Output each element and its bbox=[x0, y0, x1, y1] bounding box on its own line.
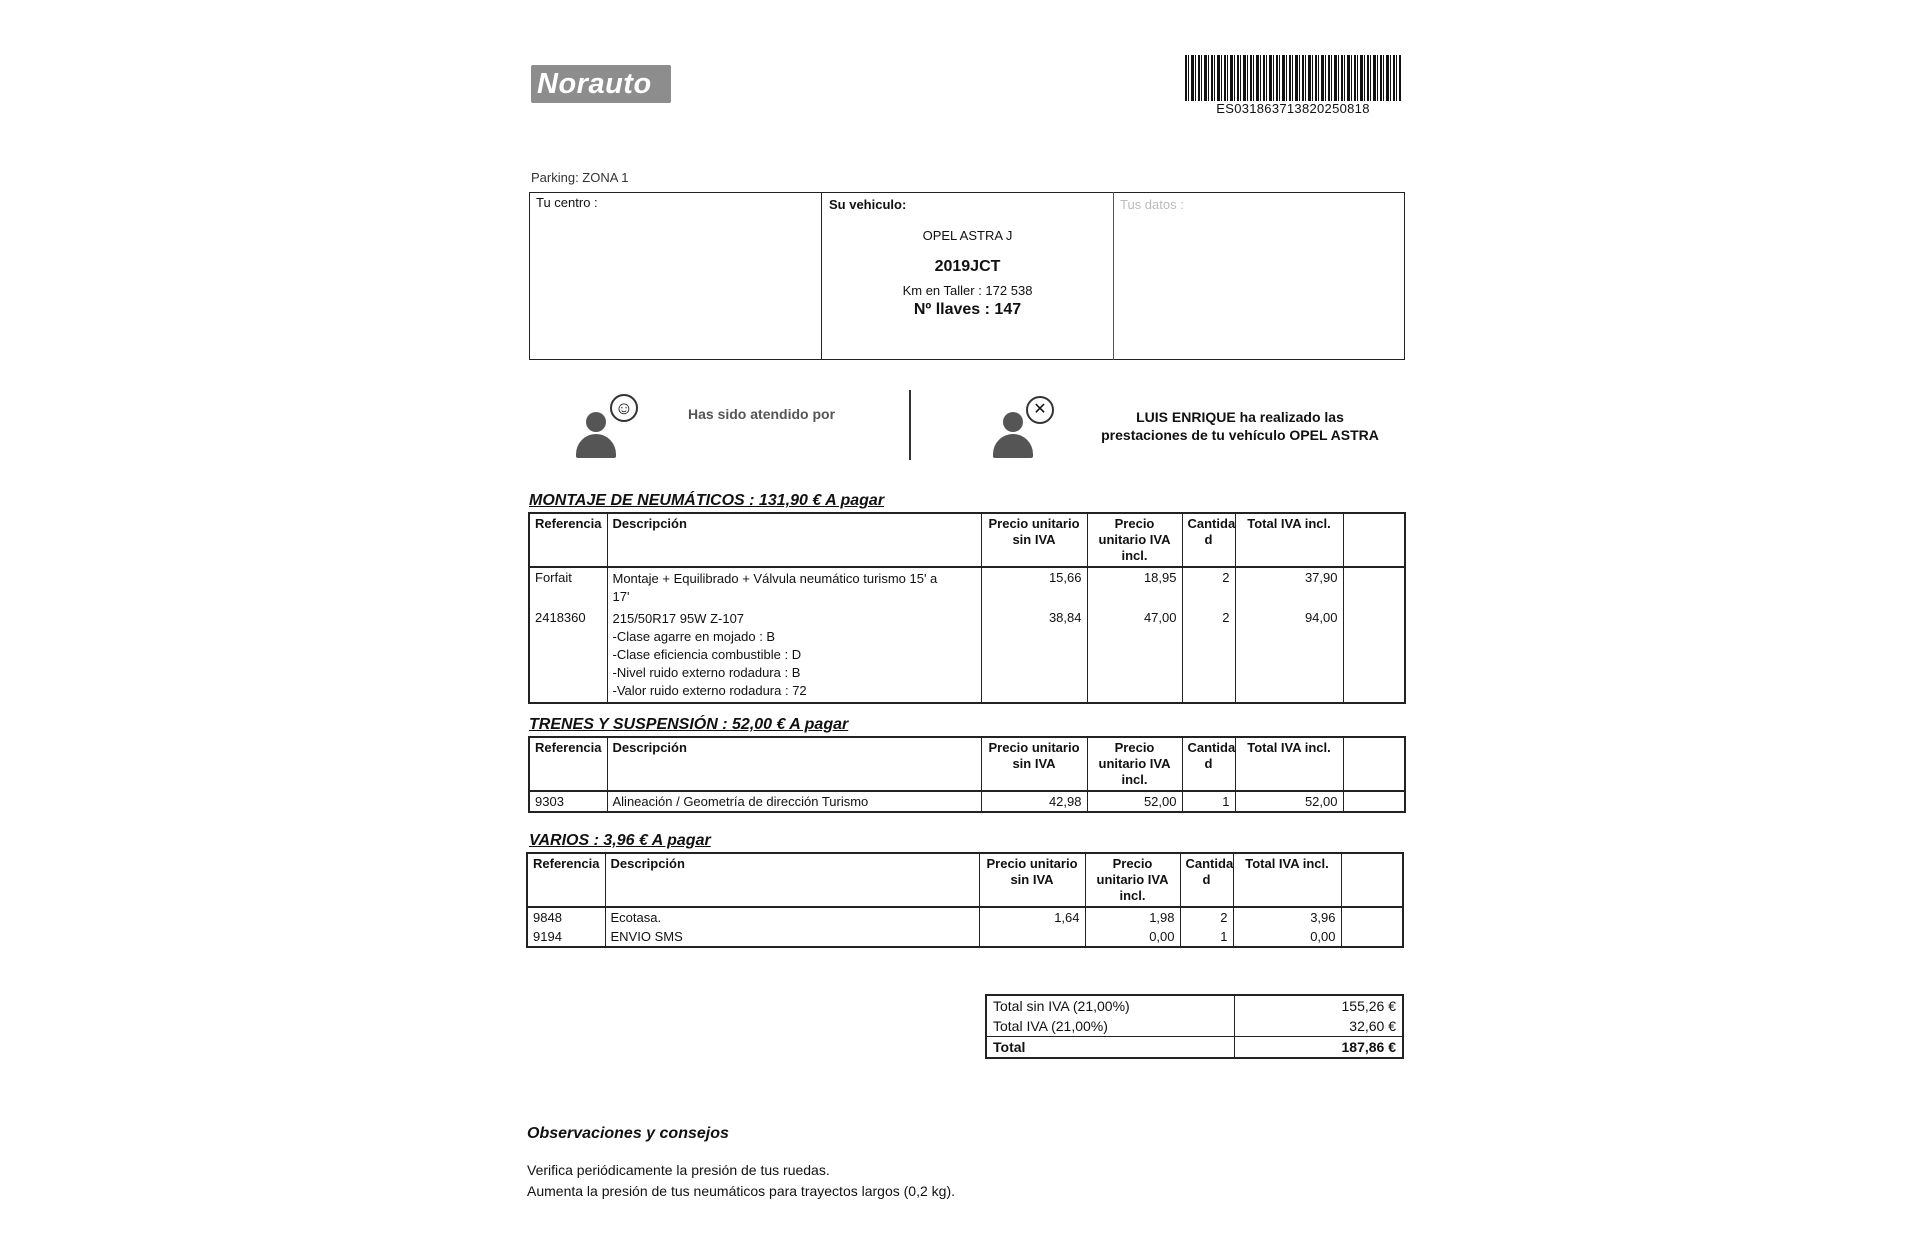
col-header-pu-incl: Precio unitario IVA incl. bbox=[1087, 513, 1182, 567]
total-value: 155,26 € bbox=[1341, 998, 1396, 1014]
cell-ref: Forfait bbox=[529, 567, 607, 608]
cell-total: 3,96 bbox=[1233, 907, 1341, 927]
mechanic-line: LUIS ENRIQUE ha realizado las bbox=[1136, 409, 1344, 425]
table-row bbox=[527, 907, 1403, 927]
person-tools-icon bbox=[991, 412, 1035, 466]
cell-empty bbox=[1343, 791, 1405, 812]
col-header-qty: Cantida d bbox=[1182, 513, 1235, 567]
items-table bbox=[528, 512, 1406, 704]
observations-title: Observaciones y consejos bbox=[527, 1125, 729, 1142]
cell-total: 52,00 bbox=[1235, 791, 1343, 812]
cell-ref: 2418360 bbox=[529, 608, 607, 703]
total-label: Total IVA (21,00%) bbox=[986, 1016, 1235, 1037]
info-divider bbox=[1113, 192, 1114, 360]
col-header-ref: Referencia bbox=[529, 513, 607, 567]
cell-pu-incl: 47,00 bbox=[1087, 608, 1182, 703]
total-label: Total sin IVA (21,00%) bbox=[986, 995, 1235, 1016]
col-header-total: Total IVA incl. bbox=[1235, 513, 1343, 567]
mechanic-line: prestaciones de tu vehículo OPEL ASTRA bbox=[1101, 427, 1379, 443]
col-header-pu-incl: Precio unitario IVA incl. bbox=[1085, 853, 1180, 907]
cell-desc: Ecotasa. bbox=[605, 907, 979, 927]
table-row bbox=[529, 567, 1405, 608]
cell-pu-incl: 18,95 bbox=[1087, 567, 1182, 608]
mechanic-text bbox=[1060, 408, 1420, 444]
col-header-pu-incl: Precio unitario IVA incl. bbox=[1087, 737, 1182, 791]
cell-qty: 1 bbox=[1182, 791, 1235, 812]
barcode bbox=[1185, 55, 1401, 101]
col-header-empty bbox=[1341, 853, 1403, 907]
cell-ref: 9194 bbox=[527, 927, 605, 947]
person-smile-icon bbox=[574, 412, 618, 466]
total-value: 187,86 € bbox=[1235, 1037, 1403, 1059]
cell-total: 0,00 bbox=[1233, 927, 1341, 947]
cell-desc: Alineación / Geometría de dirección Turismo bbox=[607, 791, 981, 812]
col-header-pu-sin: Precio unitario sin IVA bbox=[981, 513, 1087, 567]
keys-number: Nº llaves : 147 bbox=[913, 301, 1022, 318]
section-title: TRENES Y SUSPENSIÓN : 52,00 € A pagar bbox=[529, 716, 849, 733]
totals-row bbox=[986, 1037, 1403, 1059]
observation-line: Verifica periódicamente la presión de tus ruedas. bbox=[527, 1162, 830, 1178]
tools-bubble-icon: ✕ bbox=[1026, 396, 1054, 424]
cell-total: 37,90 bbox=[1235, 567, 1343, 608]
col-header-ref: Referencia bbox=[527, 853, 605, 907]
cell-desc: Montaje + Equilibrado + Válvula neumático turismo 15' a 17' bbox=[607, 567, 981, 608]
cell-empty bbox=[1341, 927, 1403, 947]
col-header-qty: Cantida d bbox=[1182, 737, 1235, 791]
cell-empty bbox=[1343, 567, 1405, 608]
col-header-desc: Descripción bbox=[605, 853, 979, 907]
totals-row bbox=[986, 995, 1403, 1016]
cell-desc: 215/50R17 95W Z-107 -Clase agarre en mojado : B -Clase eficiencia combustible : D -Nivel ruido externo rodadura : B -Valor ruido externo rodadura : 72 bbox=[607, 608, 981, 703]
vehiculo-label: Su vehiculo: bbox=[829, 197, 907, 212]
datos-label: Tus datos : bbox=[1120, 197, 1184, 212]
items-table bbox=[526, 852, 1404, 948]
vehicle-model: OPEL ASTRA J bbox=[922, 228, 1013, 243]
norauto-logo: Norauto bbox=[531, 65, 671, 103]
col-header-pu-sin: Precio unitario sin IVA bbox=[979, 853, 1085, 907]
col-header-empty bbox=[1343, 737, 1405, 791]
total-value: 32,60 € bbox=[1349, 1018, 1396, 1034]
table-row bbox=[529, 608, 1405, 703]
cell-ref: 9303 bbox=[529, 791, 607, 812]
col-header-pu-sin: Precio unitario sin IVA bbox=[981, 737, 1087, 791]
cell-pu-incl: 1,98 bbox=[1085, 907, 1180, 927]
table-row bbox=[529, 791, 1405, 812]
staff-divider bbox=[909, 390, 911, 460]
license-plate: 2019JCT bbox=[934, 258, 1001, 275]
centro-label: Tu centro : bbox=[536, 195, 598, 210]
observation-line: Aumenta la presión de tus neumáticos para trayectos largos (0,2 kg). bbox=[527, 1183, 955, 1199]
cell-pu-sin: 38,84 bbox=[981, 608, 1087, 703]
cell-qty: 2 bbox=[1182, 567, 1235, 608]
cell-empty bbox=[1341, 907, 1403, 927]
cell-pu-sin: 1,64 bbox=[979, 907, 1085, 927]
table-row bbox=[527, 927, 1403, 947]
smile-bubble-icon: ☺ bbox=[610, 394, 638, 422]
totals-table bbox=[985, 994, 1404, 1059]
col-header-total: Total IVA incl. bbox=[1235, 737, 1343, 791]
cell-empty bbox=[1343, 608, 1405, 703]
col-header-empty bbox=[1343, 513, 1405, 567]
col-header-desc: Descripción bbox=[607, 513, 981, 567]
section-title: VARIOS : 3,96 € A pagar bbox=[529, 832, 711, 849]
info-box bbox=[529, 192, 1405, 360]
cell-pu-sin: 15,66 bbox=[981, 567, 1087, 608]
col-header-desc: Descripción bbox=[607, 737, 981, 791]
attended-by-text: Has sido atendido por bbox=[688, 406, 836, 422]
cell-qty: 2 bbox=[1182, 608, 1235, 703]
barcode-number: ES031863713820250818 bbox=[1216, 101, 1370, 116]
info-divider bbox=[821, 192, 822, 360]
section-title: MONTAJE DE NEUMÁTICOS : 131,90 € A pagar bbox=[529, 492, 885, 509]
cell-qty: 1 bbox=[1180, 927, 1233, 947]
items-table bbox=[528, 736, 1406, 813]
totals-row bbox=[986, 1016, 1403, 1037]
cell-total: 94,00 bbox=[1235, 608, 1343, 703]
cell-desc: ENVIO SMS bbox=[605, 927, 979, 947]
cell-qty: 2 bbox=[1180, 907, 1233, 927]
parking-zone: Parking: ZONA 1 bbox=[531, 170, 629, 185]
cell-pu-sin bbox=[979, 927, 1085, 947]
cell-pu-incl: 52,00 bbox=[1087, 791, 1182, 812]
total-label: Total bbox=[986, 1037, 1235, 1059]
col-header-ref: Referencia bbox=[529, 737, 607, 791]
cell-pu-sin: 42,98 bbox=[981, 791, 1087, 812]
cell-pu-incl: 0,00 bbox=[1085, 927, 1180, 947]
col-header-qty: Cantida d bbox=[1180, 853, 1233, 907]
km-in-shop: Km en Taller : 172 538 bbox=[902, 283, 1033, 298]
col-header-total: Total IVA incl. bbox=[1233, 853, 1341, 907]
cell-ref: 9848 bbox=[527, 907, 605, 927]
